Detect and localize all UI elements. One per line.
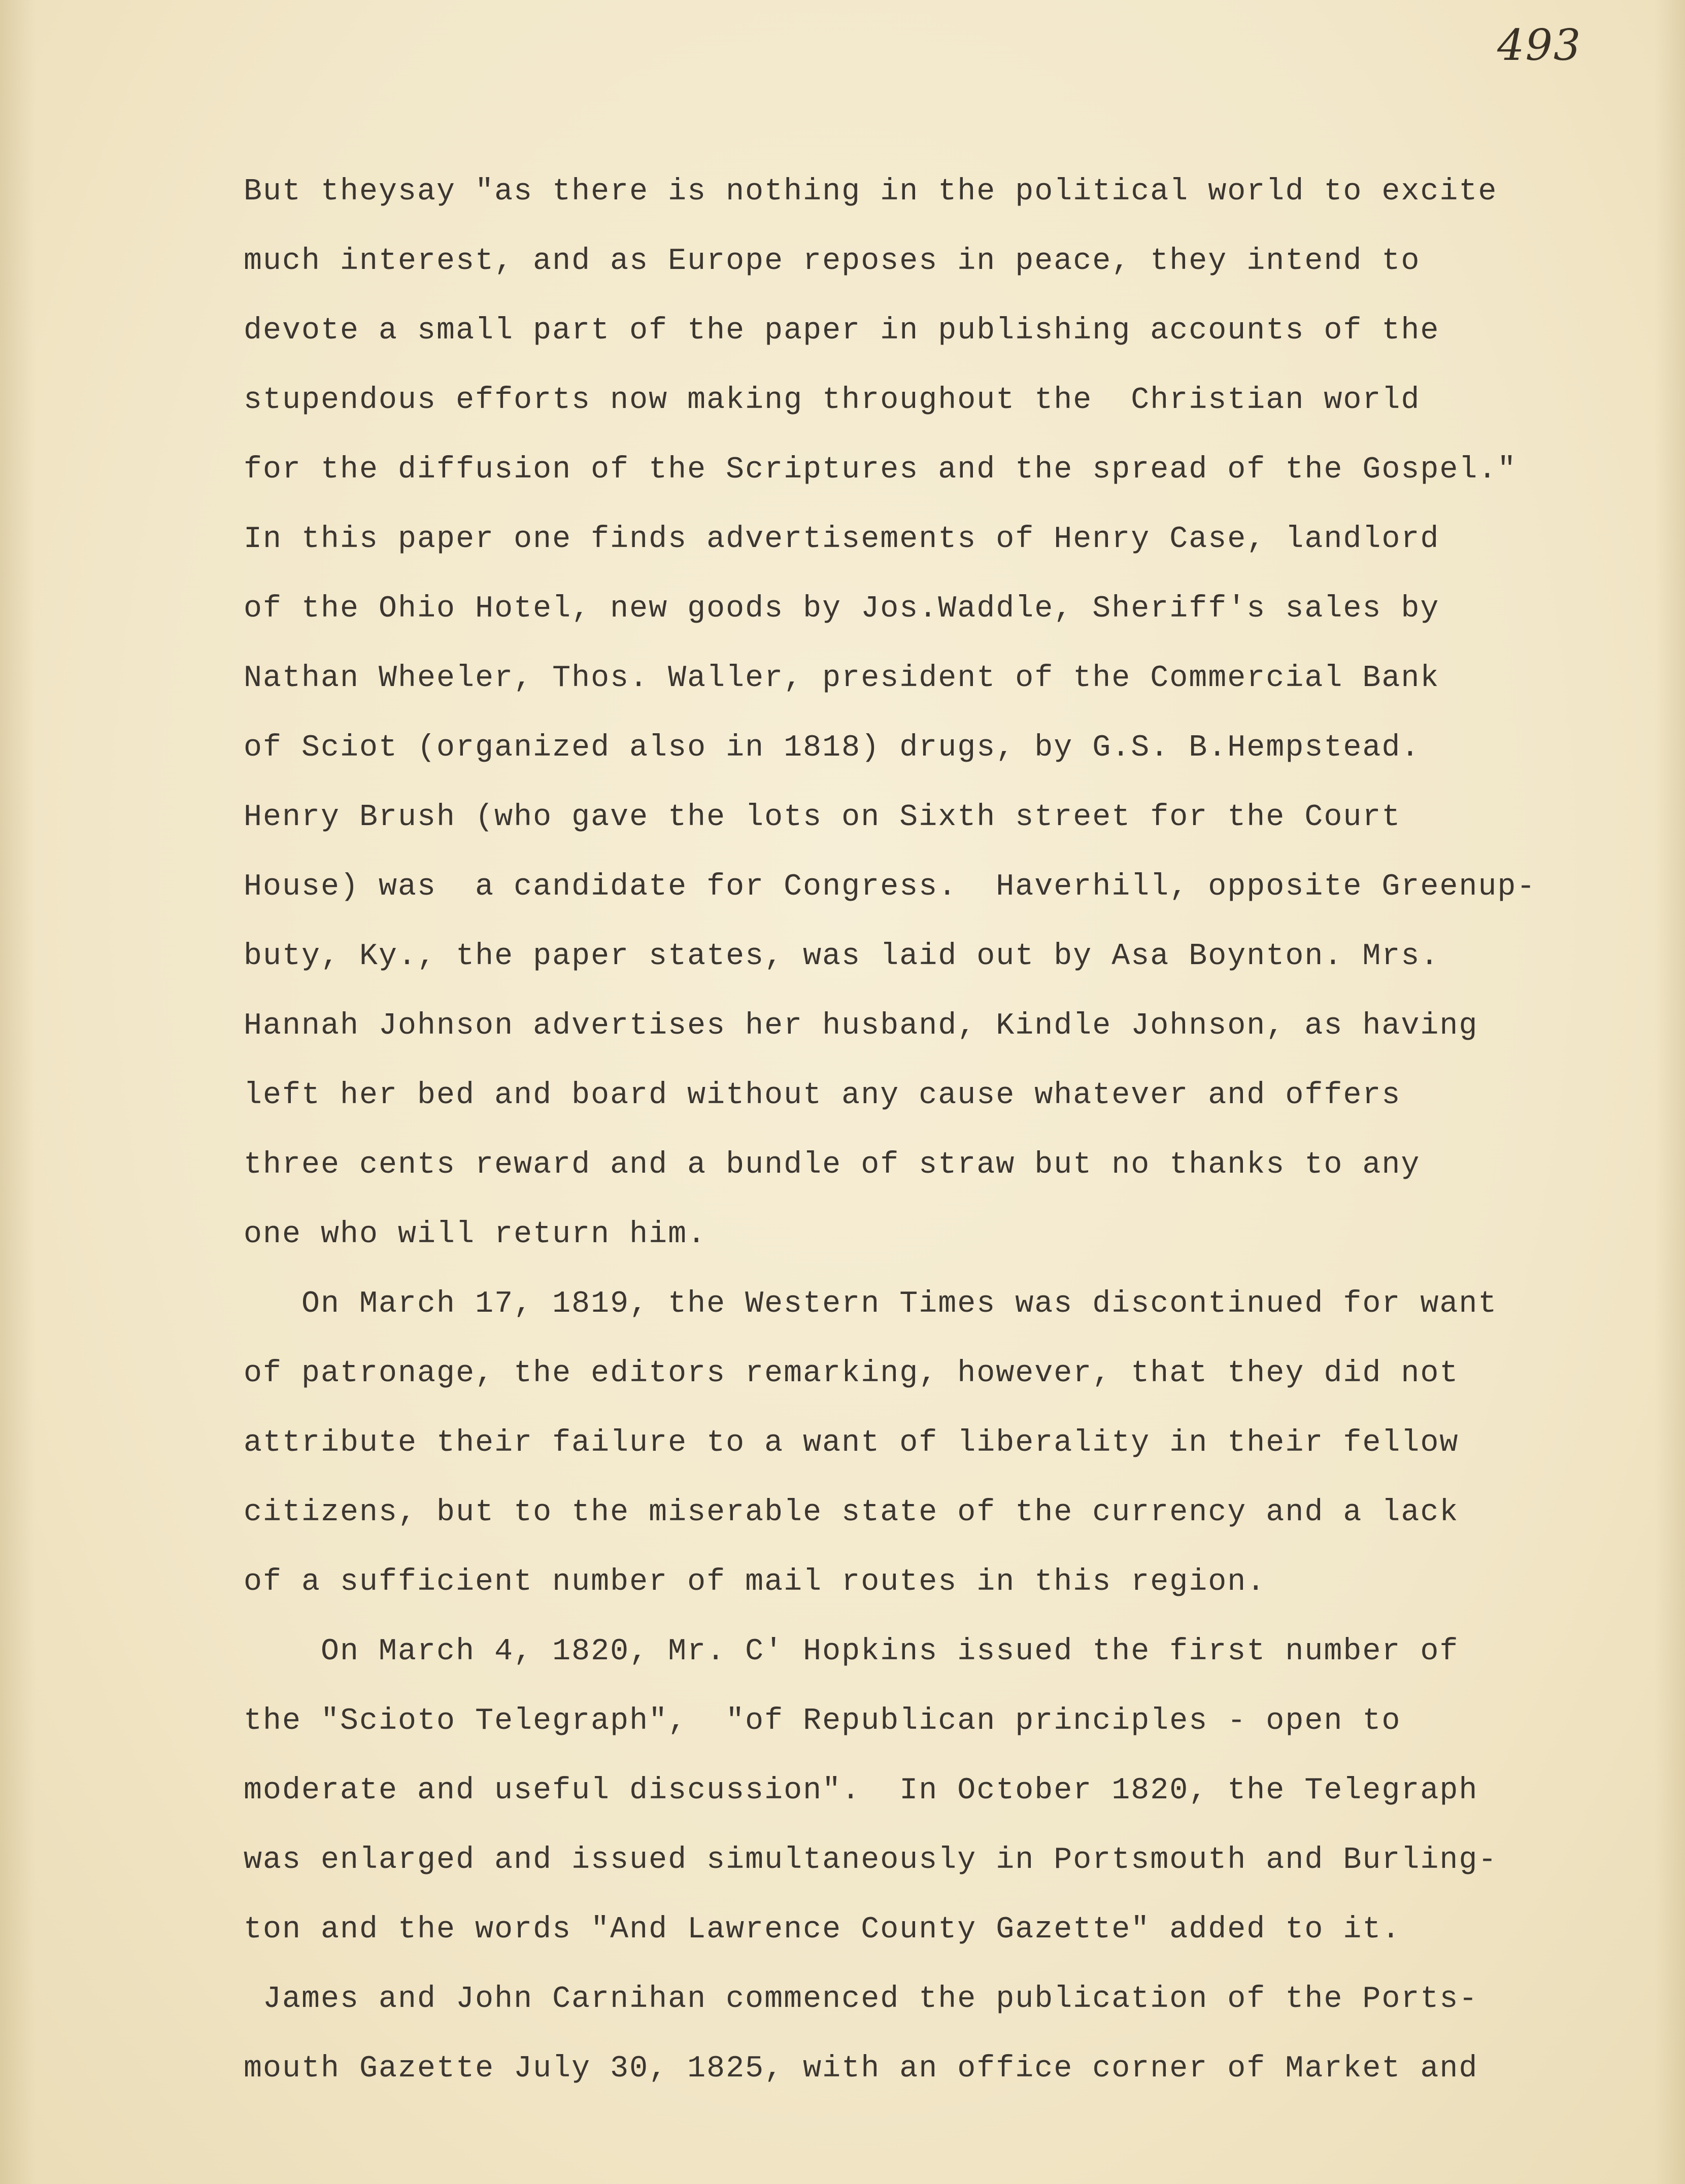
paper-edge-shadow-right [1655,0,1685,2184]
text-line: for the diffusion of the Scriptures and the spread of the Gospel." [244,453,1517,487]
typed-text-body [244,157,1644,2104]
text-line: In this paper one finds advertisements of Henry Case, landlord [244,522,1440,557]
text-line: devote a small part of the paper in publishing accounts of the [244,314,1440,348]
text-line: citizens, but to the miserable state of the currency and a lack [244,1495,1459,1530]
text-line: stupendous efforts now making throughout the Christian world [244,383,1421,418]
handwritten-page-number: 493 [1497,20,1582,70]
text-line: Hannah Johnson advertises her husband, Kindle Johnson, as having [244,1009,1478,1043]
text-line: the "Scioto Telegraph", "of Republican principles - open to [244,1704,1401,1738]
text-line: much interest, and as Europe reposes in peace, they intend to [244,244,1421,279]
text-line: Nathan Wheeler, Thos. Waller, president of the Commercial Bank [244,661,1440,696]
text-line: of Sciot (organized also in 1818) drugs, by G.S. B.Hempstead. [244,731,1421,765]
paper-edge-shadow-left [0,0,36,2184]
text-line: attribute their failure to a want of liberality in their fellow [244,1426,1459,1460]
text-line: On March 4, 1820, Mr. C' Hopkins issued the first number of [244,1634,1459,1669]
text-line: three cents reward and a bundle of straw but no thanks to any [244,1148,1421,1182]
text-line: mouth Gazette July 30, 1825, with an office corner of Market and [244,2052,1478,2086]
text-line: one who will return him. [244,1217,707,1252]
text-line: On March 17, 1819, the Western Times was discontinued for want [244,1287,1498,1321]
text-line: ton and the words "And Lawrence County Gazette" added to it. [244,1913,1401,1947]
text-line: of the Ohio Hotel, new goods by Jos.Waddle, Sheriff's sales by [244,592,1440,626]
text-line: buty, Ky., the paper states, was laid out by Asa Boynton. Mrs. [244,939,1440,974]
text-line: of a sufficient number of mail routes in this region. [244,1565,1266,1599]
text-line: was enlarged and issued simultaneously in Portsmouth and Burling- [244,1843,1498,1878]
text-line: moderate and useful discussion". In October 1820, the Telegraph [244,1773,1478,1808]
text-line: House) was a candidate for Congress. Haverhill, opposite Greenup- [244,870,1536,904]
text-line: Henry Brush (who gave the lots on Sixth street for the Court [244,800,1401,835]
text-line: But theysay "as there is nothing in the political world to excite [244,175,1498,209]
text-line: left her bed and board without any cause whatever and offers [244,1078,1401,1113]
text-line: James and John Carnihan commenced the publication of the Ports- [244,1982,1478,2017]
text-line: of patronage, the editors remarking, however, that they did not [244,1356,1459,1391]
